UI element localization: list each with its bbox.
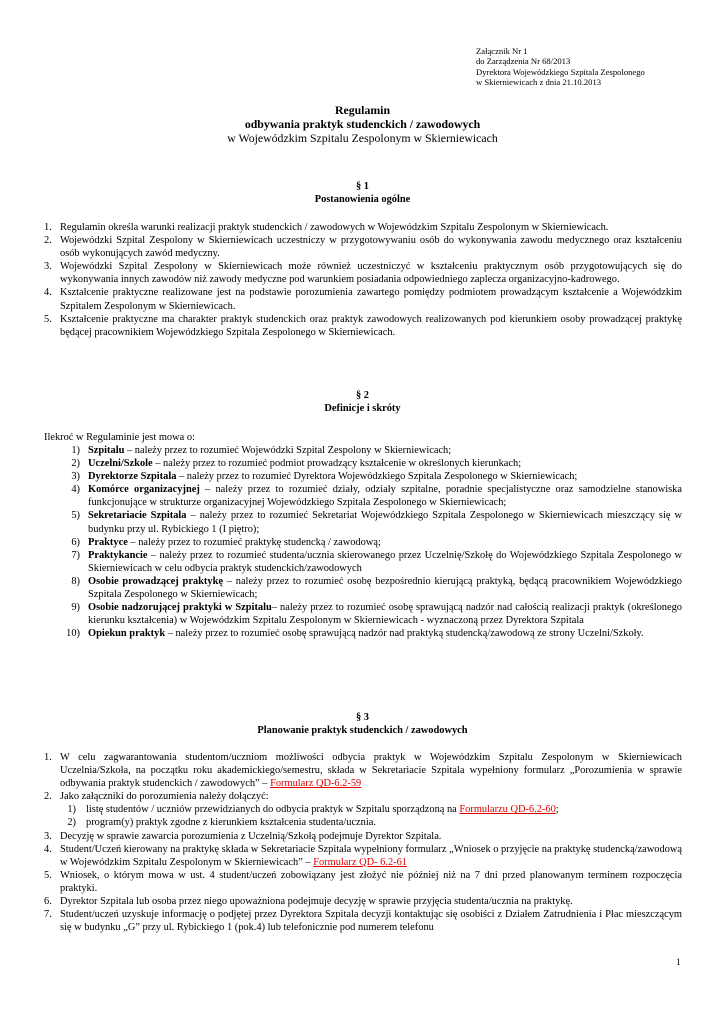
list-item-text: Student/uczeń uzyskuje informację o podjętej przez Dyrektora Szpitala decyzji kontaktując się osobiści z Działem Zatrudnienia i Płac mieszczącym się w budynku „G” przy ul. Rybickiego 1 (pok.4) lub telefonicznie pod numerem telefonu	[60, 909, 682, 934]
list-item-text: Dyrektor Szpitala lub osoba przez niego upoważniona podejmuje decyzję w sprawie przyjęcia studenta/ucznia na praktykę.	[60, 896, 573, 908]
title-line-1: Regulamin	[334, 103, 391, 117]
sublist-item: 2) program(y) praktyk zgodne z kierunkiem kształcenia studenta/ucznia.	[67, 817, 376, 829]
list-item: 4. Kształcenie praktyczne realizowane jest na podstawie porozumienia zawartego pomiędzy podmiotem prowadzącym kształcenie a Wojewódzkim Szpitalem Zespolonym w Skierniewicach.	[44, 287, 682, 312]
definition-item: 2) Uczelni/Szkole – należy przez to rozumieć podmiot prowadzący kształcenie w określonych kierunkach;	[71, 458, 522, 470]
definition-term: Osobie nadzorującej praktyki w Szpitalu	[88, 602, 272, 614]
definition-term: Szpitalu	[88, 445, 125, 456]
title-line-2: odbywania praktyk studenckich / zawodowych	[244, 117, 481, 131]
definition-text: – należy przez to rozumieć studenta/ucznia skierowanego przez Uczelnię/Szkołę do Wojewódzkiego Szpitala Zespolonego w Skierniewicach w celu odbycia praktyk studenckich/zawodowych	[88, 549, 682, 574]
form-qd-6-2-60-link[interactable]: Formularzu QD-6.2-60	[459, 804, 556, 816]
section-3-header	[0, 711, 725, 738]
definition-text: – należy przez to rozumieć osobę sprawującą nadzór nad praktyką studencką/zawodową ze strony Uczelni/Szkoły.	[165, 628, 644, 640]
sublist-item-text: listę studentów / uczniów przewidzianych do odbycia praktyk w Szpitalu sporządzoną na	[86, 804, 460, 816]
section-heading: Postanowienia ogólne	[314, 194, 411, 206]
list-item-text: Regulamin określa warunki realizacji praktyk studenckich / zawodowych w Wojewódzkim Szpitalu Zespolonym w Skierniewicach.	[60, 222, 609, 233]
definition-item: 3) Dyrektorze Szpitala – należy przez to rozumieć Dyrektora Wojewódzkiego Szpitala Zespolonego w Skierniewicach;	[71, 471, 578, 483]
definition-text: – należy przez to rozumieć podmiot prowadzący kształcenie w określonych kierunkach;	[152, 458, 522, 470]
definition-text: – należy przez to rozumieć osobę bezpośrednio kierującą praktyką, będącą pracownikiem Wojewódzkiego Szpitala Zespolonego w Skierniewicach;	[88, 575, 683, 601]
list-item: 6. Dyrektor Szpitala lub osoba przez niego upoważniona podejmuje decyzję w sprawie przyjęcia studenta/ucznia na praktykę.	[44, 896, 573, 908]
list-item: 1. Regulamin określa warunki realizacji praktyk studenckich / zawodowych w Wojewódzkim Szpitalu Zespolonym w Skierniewicach.	[44, 222, 609, 233]
list-item: 2. Wojewódzki Szpital Zespolony w Skierniewicach uczestniczy w przygotowywaniu osób do wykonywania zawodu medycznego oraz kształceniu osób wykonujących zawód medyczny.	[44, 235, 682, 260]
list-item: 1. W celu zagwarantowania studentom/uczniom możliwości odbycia praktyk w Wojewódzkim Szpitalu Zespolonym w Skierniewicach Uczelnia/Szkoła, na początku roku akademickiego/semestru, składa w Sekretariacie Szpitala wypełniony formularz „Porozumienia w sprawie odbywania praktyk studenckich / zawodowych” – Formularz QD-6.2-59	[44, 752, 682, 790]
page-number: 1	[676, 958, 681, 968]
definition-term: Sekretariacie Szpitala	[88, 510, 187, 522]
section-1-header	[0, 180, 725, 207]
attachment-line: Dyrektora Wojewódzkiego Szpitala Zespolonego	[476, 66, 645, 77]
definition-term: Komórce organizacyjnej	[88, 484, 200, 496]
list-item-text: Kształcenie praktyczne realizowane jest na podstawie porozumienia zawartego pomiędzy podmiotem prowadzącym kształcenie a Wojewódzkim Szpitalem Zespolonym w Skierniewicach.	[60, 287, 682, 312]
section-2-header	[0, 389, 725, 416]
title-line-3: w Wojewódzkim Szpitalu Zespolonym w Skierniewicach	[227, 131, 498, 145]
list-item: 3. Decyzję w sprawie zawarcia porozumienia z Uczelnią/Szkołą podejmuje Dyrektor Szpitala.	[44, 830, 442, 842]
list-item-text: Wojewódzki Szpital Zespolony w Skierniewicach może również uczestniczyć w kształceniu praktycznym osób przygotowujących się do wykonywania innych zawodów niż zawody medyczne pod warunkiem posiadania odpowiedniego zaplecza organizacyjno-kadrowego.	[60, 261, 682, 286]
definition-item: 1) Szpitalu – należy przez to rozumieć Wojewódzki Szpital Zespolony w Skierniewicach;	[71, 445, 452, 456]
attachment-line: Załącznik Nr 1	[476, 46, 528, 56]
list-item-text: Decyzję w sprawie zawarcia porozumienia z Uczelnią/Szkołą podejmuje Dyrektor Szpitala.	[60, 830, 442, 842]
attachment-note	[476, 46, 645, 87]
list-item: 7. Student/uczeń uzyskuje informację o podjętej przez Dyrektora Szpitala decyzji kontaktując się osobiści z Działem Zatrudnienia i Płac mieszczącym się w budynku „G” przy ul. Rybickiego 1 (pok.4) lub telefonicznie pod numerem telefonu	[44, 909, 682, 934]
definition-text: – należy przez to rozumieć działy, odziały szpitalne, poradnie specjalistyczne oraz samodzielne stanowiska funkcjonujące w strukturze organizacyjnej Wojewódzkiego Szpitala Zespolonego w Skierniewicach;	[88, 484, 682, 509]
section-3-list	[44, 751, 682, 934]
list-item: 2. Jako załączniki do porozumienia należy dołączyć: 1) listę studentów / uczniów przewidzianych do odbycia praktyk w Szpitalu sporządzoną na Formularzu QD-6.2-60; 2) program(y) praktyk zgodne z kierunkiem kształcenia studenta/ucznia.	[44, 790, 682, 829]
section-number: § 2	[356, 390, 369, 401]
attachment-line: w Skierniewicach z dnia 21.10.2013	[476, 76, 602, 87]
list-item-text: Student/Uczeń kierowany na praktykę składa w Sekretariacie Szpitala wypełniony formularz „Wniosek o przyjęcie na praktykę studencką/zawodową w Wojewódzkim Szpitalu Zespolonym w Skierniewicach” –	[60, 843, 682, 868]
list-item-text: Jako załączniki do porozumienia należy dołączyć:	[60, 791, 269, 803]
list-item: 3. Wojewódzki Szpital Zespolony w Skierniewicach może również uczestniczyć w kształceniu praktycznym osób przygotowujących się do wykonywania innych zawodów niż zawody medyczne pod warunkiem posiadania odpowiedniego zaplecza organizacyjno-kadrowego.	[44, 261, 682, 286]
section-number: § 1	[356, 181, 369, 192]
definition-item: 5) Sekretariacie Szpitala – należy przez to rozumieć Sekretariat Wojewódzkiego Szpitala Zespolonego w Skierniewicach mieszczący się w budynku przy ul. Rybickiego 1 (I piętro);	[71, 510, 682, 535]
definition-term: Praktykancie	[88, 549, 148, 561]
list-item-text: Wniosek, o którym mowa w ust. 4 student/uczeń zobowiązany jest złożyć nie później niż na 7 dni przed planowanym terminem rozpoczęcia praktyki.	[60, 869, 682, 894]
definition-item: 10) Opiekun praktyk – należy przez to rozumieć osobę sprawującą nadzór nad praktyką studencką/zawodową ze strony Uczelni/Szkoły.	[66, 628, 644, 640]
form-qd-6-2-61-link[interactable]: Formularz QD- 6.2-61	[313, 856, 407, 868]
definition-text: – należy przez to rozumieć osobę sprawującą nadzór nad całością realizacji praktyk (określonego kierunku kształcenia) w Wojewódzkim Szpitalu Zespolonym w Skierniewicach - wyznaczoną przez Dyrektora Szpitala	[88, 602, 682, 627]
list-item: 5. Wniosek, o którym mowa w ust. 4 student/uczeń zobowiązany jest złożyć nie później niż na 7 dni przed planowanym terminem rozpoczęcia praktyki.	[44, 869, 682, 894]
definition-text: – należy przez to rozumieć Dyrektora Wojewódzkiego Szpitala Zespolonego w Skierniewicach;	[176, 471, 578, 483]
section-heading: Definicje i skróty	[324, 403, 401, 415]
document-title	[0, 103, 725, 145]
section-number: § 3	[356, 712, 369, 723]
definition-item: 9) Osobie nadzorującej praktyki w Szpitalu– należy przez to rozumieć osobę sprawującą nadzór nad całością realizacji praktyk (określonego kierunku kształcenia) w Wojewódzkim Szpitalu Zespolonym w Skierniewicach - wyznaczoną przez Dyrektora Szpitala	[71, 602, 682, 627]
sublist-item-text: program(y) praktyk zgodne z kierunkiem kształcenia studenta/ucznia.	[86, 817, 376, 829]
section-heading: Planowanie praktyk studenckich / zawodowych	[257, 725, 468, 737]
definition-text: – należy przez to rozumieć Wojewódzki Szpital Zespolony w Skierniewicach;	[124, 445, 452, 456]
definition-text: – należy przez to rozumieć Sekretariat Wojewódzkiego Szpitala Zespolonego w Skierniewicach mieszczący się w budynku przy ul. Rybickiego 1 (I piętro);	[88, 510, 682, 535]
definition-item: 6) Praktyce – należy przez to rozumieć praktykę studencką / zawodową;	[71, 536, 381, 548]
form-qd-6-2-59-link[interactable]: Formularz QD-6.2-59	[270, 778, 362, 790]
definition-term: Uczelni/Szkole	[88, 458, 153, 470]
definition-term: Opiekun praktyk	[88, 628, 166, 640]
list-item-text: Kształcenie praktyczne ma charakter praktyk studenckich oraz praktyk zawodowych realizowanych pod kierunkiem osoby prowadzącej praktykę będącej pracownikiem Wojewódzkiego Szpitala Zespolonego w Skierniewicach.	[60, 313, 682, 338]
definition-term: Praktyce	[88, 536, 128, 548]
definition-item: 8) Osobie prowadzącej praktykę – należy przez to rozumieć osobę bezpośrednio kierującą praktyką, będącą pracownikiem Wojewódzkiego Szpitala Zespolonego w Skierniewicach;	[71, 575, 683, 601]
definitions-list	[56, 444, 682, 640]
definition-item: 7) Praktykancie – należy przez to rozumieć studenta/ucznia skierowanego przez Uczelnię/Szkołę do Wojewódzkiego Szpitala Zespolonego w Skierniewicach w celu odbycia praktyk studenckich/zawodowych	[71, 549, 682, 574]
list-item-text: W celu zagwarantowania studentom/uczniom możliwości odbycia praktyk w Wojewódzkim Szpitalu Zespolonym w Skierniewicach Uczelnia/Szkoła, na początku roku akademickiego/semestru, składa w Sekretariacie Szpitala wypełniony formularz „Porozumienia w sprawie odbywania praktyk studenckich / zawodowych” –	[60, 752, 682, 790]
list-item: 5. Kształcenie praktyczne ma charakter praktyk studenckich oraz praktyk zawodowych realizowanych pod kierunkiem osoby prowadzącej praktykę będącej pracownikiem Wojewódzkiego Szpitala Zespolonego w Skierniewicach.	[44, 313, 682, 338]
sublist-item: 1) listę studentów / uczniów przewidzianych do odbycia praktyk w Szpitalu sporządzoną na Formularzu QD-6.2-60;	[67, 804, 559, 816]
sublist-item-end: ;	[555, 804, 559, 816]
section-1-list	[44, 221, 682, 339]
list-item: 4. Student/Uczeń kierowany na praktykę składa w Sekretariacie Szpitala wypełniony formularz „Wniosek o przyjęcie na praktykę studencką/zawodową w Wojewódzkim Szpitalu Zespolonym w Skierniewicach” – Formularz QD- 6.2-61	[44, 843, 682, 868]
definition-term: Dyrektorze Szpitala	[88, 471, 177, 483]
attachment-line: do Zarządzenia Nr 68/2013	[476, 56, 571, 67]
definition-term: Osobie prowadzącej praktykę	[88, 575, 223, 587]
definition-text: – należy przez to rozumieć praktykę studencką / zawodową;	[127, 536, 381, 548]
list-item-text: Wojewódzki Szpital Zespolony w Skierniewicach uczestniczy w przygotowywaniu osób do wykonywania zawodu medycznego oraz kształceniu osób wykonujących zawód medyczny.	[60, 235, 682, 260]
definitions-intro: Ilekroć w Regulaminie jest mowa o:	[44, 432, 195, 443]
attachments-sublist	[60, 803, 682, 829]
definition-item: 4) Komórce organizacyjnej – należy przez to rozumieć działy, odziały szpitalne, poradnie specjalistyczne oraz samodzielne stanowiska funkcjonujące w strukturze organizacyjnej Wojewódzkiego Szpitala Zespolonego w Skierniewicach;	[71, 484, 682, 509]
